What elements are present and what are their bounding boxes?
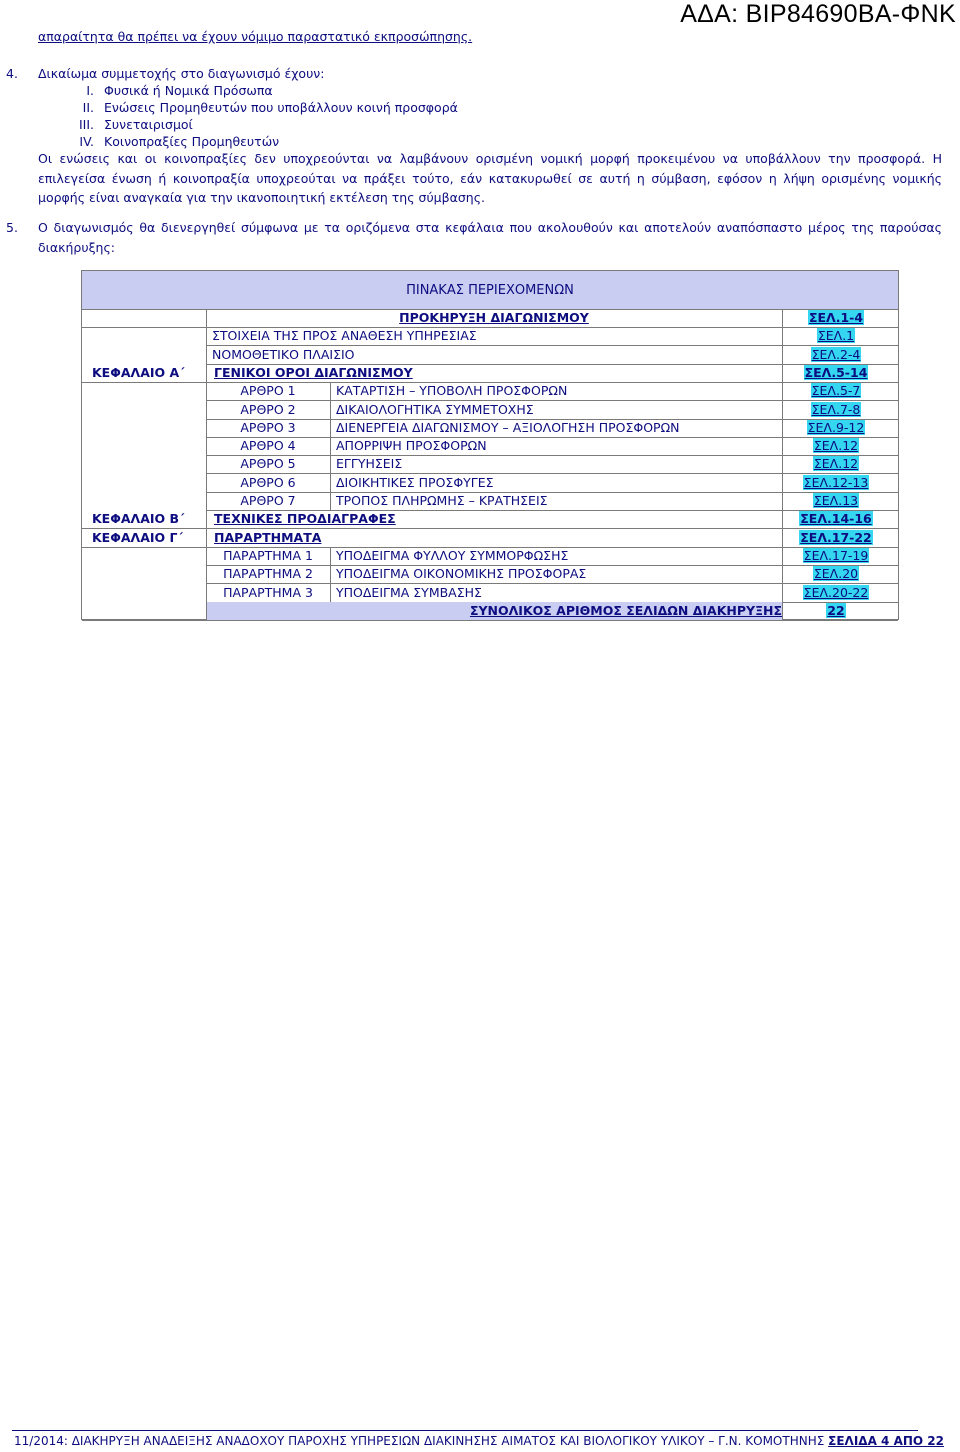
toc-page-cell [782, 493, 890, 509]
toc-page-cell [782, 365, 890, 381]
toc-article-label: ΑΡΘΡΟ 5 [240, 456, 296, 472]
cell-border [330, 492, 331, 510]
toc-article-title: ΚΑΤΑΡΤΙΣΗ – ΥΠΟΒΟΛΗ ΠΡΟΣΦΟΡΩΝ [336, 383, 568, 399]
cell-border [782, 584, 783, 602]
toc-page-cell [782, 402, 890, 418]
toc-page-cell [782, 383, 890, 399]
toc-table [81, 270, 899, 620]
toc-row [82, 327, 898, 345]
cell-border [782, 437, 783, 455]
toc-page-cell [782, 420, 890, 436]
toc-page-ref: ΣΕΛ.7-8 [811, 401, 861, 417]
footer [14, 1434, 944, 1448]
cell-border [330, 455, 331, 473]
toc-page-cell [782, 585, 890, 601]
toc-page-ref: ΣΕΛ.14-16 [800, 511, 872, 527]
cell-border [782, 401, 783, 419]
toc-row [82, 309, 898, 327]
toc-article-title: ΥΠΟΔΕΙΓΜΑ ΟΙΚΟΝΟΜΙΚΗΣ ΠΡΟΣΦΟΡΑΣ [336, 566, 587, 582]
sub-item-text: Συνεταιρισμοί [104, 117, 193, 132]
top-line: απαραίτητα θα πρέπει να έχουν νόμιμο παραστατικό εκπροσώπησης. [38, 29, 473, 44]
cell-border [782, 492, 783, 510]
toc-row [82, 565, 898, 583]
toc-row [82, 529, 898, 547]
toc-row [82, 455, 898, 473]
toc-chapter-title: ΠΑΡΑΡΤΗΜΑΤΑ [214, 529, 322, 545]
toc-row [82, 474, 898, 492]
cell-border [330, 437, 331, 455]
toc-page-cell [782, 548, 890, 564]
footer-page: ΣΕΛΙΔΑ 4 ΑΠΟ 22 [828, 1434, 944, 1448]
toc-page-cell [782, 310, 890, 326]
item-5-text: Ο διαγωνισμός θα διενεργηθεί σύμφωνα με τα οριζόμενα στα κεφάλαια που ακολουθούν και αποτελούν αναπόσπαστο μέρος της παρούσας διακήρυξης: [38, 220, 942, 255]
toc-page-ref: ΣΕΛ.12 [813, 456, 859, 472]
cell-border [782, 547, 783, 565]
toc-page-ref: ΣΕΛ.17-22 [800, 529, 872, 545]
toc-title: ΠΡΟΚΗΡΥΞΗ ΔΙΑΓΩΝΙΣΜΟΥ [399, 310, 589, 325]
toc-row [82, 602, 898, 620]
sub-item-text: Κοινοπραξίες Προμηθευτών [104, 134, 280, 149]
toc-header-text: ΠΙΝΑΚΑΣ ΠΕΡΙΕΧΟΜΕΝΩΝ [406, 282, 574, 298]
toc-article-title: ΔΙΟΙΚΗΤΙΚΕΣ ΠΡΟΣΦΥΓΕΣ [336, 474, 494, 490]
toc-article-title: ΑΠΟΡΡΙΨΗ ΠΡΟΣΦΟΡΩΝ [336, 438, 487, 454]
toc-page-ref: ΣΕΛ.1-4 [808, 310, 864, 325]
toc-page-ref: ΣΕΛ.5-7 [811, 383, 861, 399]
toc-section: ΣΤΟΙΧΕΙΑ ΤΗΣ ΠΡΟΣ ΑΝΑΘΕΣΗ ΥΠΗΡΕΣΙΑΣ [212, 328, 477, 344]
toc-article-label: ΑΡΘΡΟ 4 [240, 438, 296, 454]
cell-border [782, 364, 783, 382]
toc-page-cell [782, 438, 890, 454]
sub-item-text: Ενώσεις Προμηθευτών που υποβάλλουν κοινή προσφορά [104, 100, 458, 115]
cell-border [330, 474, 331, 492]
toc-annex-label: ΠΑΡΑΡΤΗΜΑ 3 [223, 584, 313, 600]
toc-page-ref: ΣΕΛ.12-13 [803, 474, 869, 490]
toc-page-ref: ΣΕΛ.9-12 [807, 419, 865, 435]
toc-page-ref: ΣΕΛ.20-22 [803, 584, 869, 600]
toc-row [82, 584, 898, 602]
roman-numeral: II. [82, 100, 94, 115]
cell-border [782, 346, 783, 364]
row-border [82, 620, 898, 621]
toc-page-ref: ΣΕΛ.20 [813, 566, 859, 582]
toc-page-ref: ΣΕΛ.12 [813, 438, 859, 454]
toc-chapter-title: ΓΕΝΙΚΟΙ ΟΡΟΙ ΔΙΑΓΩΝΙΣΜΟΥ [214, 364, 413, 380]
toc-article-label: ΑΡΘΡΟ 3 [240, 419, 296, 435]
footer-text: 11/2014: ΔΙΑΚΗΡΥΞΗ ΑΝΑΔΕΙΞΗΣ ΑΝΑΔΟΧΟΥ ΠΑΡΟΧΗΣ ΥΠΗΡΕΣΙΩΝ ΔΙΑΚΙΝΗΣΗΣ ΑΙΜΑΤΟΣ ΚΑΙ ΒΙΟΛΟΓΙΚΟΥ ΥΛΙΚΟΥ – Γ.Ν. ΚΟΜΟΤΗΝΗΣ [14, 1434, 825, 1448]
toc-page-cell [782, 475, 890, 491]
toc-page-cell [782, 456, 890, 472]
toc-article-label: ΑΡΘΡΟ 7 [240, 493, 296, 508]
toc-page-ref: 22 [827, 602, 845, 618]
toc-page-ref: ΣΕΛ.17-19 [803, 547, 869, 563]
cell-border [782, 382, 783, 400]
toc-chapter: ΚΕΦΑΛΑΙΟ Γ΄ [92, 529, 183, 545]
toc-section: ΝΟΜΟΘΕΤΙΚΟ ΠΛΑΙΣΙΟ [212, 346, 355, 362]
cell-border [782, 327, 783, 345]
toc-chapter: ΚΕΦΑΛΑΙΟ Β΄ [92, 511, 185, 527]
cell-border [330, 584, 331, 602]
toc-header [82, 271, 898, 310]
toc-page-cell [782, 328, 890, 344]
toc-page-cell [782, 511, 890, 527]
toc-row [82, 401, 898, 419]
cell-border [782, 565, 783, 583]
toc-row [82, 346, 898, 364]
cell-border [330, 401, 331, 419]
cell-border [330, 419, 331, 437]
chapter-column-border [206, 309, 207, 620]
paragraph-unions: Οι ενώσεις και οι κοινοπραξίες δεν υποχρεούνται να λαμβάνουν ορισμένη νομική μορφή προκειμένου να υποβάλλουν την προσφορά. Η επιλεγείσα ένωση ή κοινοπραξία υποχρεούται να πράξει τούτο, εάν κατακυρωθεί σε αυτή η σύμβαση, εφόσον η λήψη ορισμένης νομικής μορφής είναι αναγκαία για την ικανοποιητική εκτέλεση της σύμβασης. [38, 151, 942, 205]
toc-row [82, 382, 898, 400]
cell-border [330, 547, 331, 565]
item-4-number: 4. [6, 66, 18, 81]
cell-border [782, 455, 783, 473]
toc-page-cell [782, 530, 890, 546]
cell-border [782, 419, 783, 437]
cell-border [330, 382, 331, 400]
toc-chapter-title: ΤΕΧΝΙΚΕΣ ΠΡΟΔΙΑΓΡΑΦΕΣ [214, 511, 396, 527]
cell-border [782, 309, 783, 327]
toc-article-title: ΔΙΚΑΙΟΛΟΓΗΤΙΚΑ ΣΥΜΜΕΤΟΧΗΣ [336, 401, 534, 417]
toc-page-ref: ΣΕΛ.1 [817, 328, 855, 344]
ada-code: ΑΔΑ: ΒΙΡ84690ΒΑ-ΦΝΚ [680, 0, 956, 28]
cell-border [782, 529, 783, 547]
cell-border [782, 510, 783, 528]
toc-page-cell [782, 603, 890, 619]
item-5-number: 5. [6, 220, 18, 235]
toc-article-title: ΤΡΟΠΟΣ ΠΛΗΡΩΜΗΣ – ΚΡΑΤΗΣΕΙΣ [336, 493, 548, 508]
cell-border [330, 565, 331, 583]
toc-page-ref: ΣΕΛ.5-14 [804, 364, 868, 380]
item-4-text: Δικαίωμα συμμετοχής στο διαγωνισμό έχουν: [38, 66, 325, 81]
toc-page-cell [782, 566, 890, 582]
toc-row [82, 547, 898, 565]
toc-article-title: ΥΠΟΔΕΙΓΜΑ ΦΥΛΛΟΥ ΣΥΜΜΟΡΦΩΣΗΣ [336, 547, 569, 563]
toc-annex-label: ΠΑΡΑΡΤΗΜΑ 2 [223, 566, 313, 582]
roman-numeral: IV. [79, 134, 94, 149]
toc-title: ΣΥΝΟΛΙΚΟΣ ΑΡΙΘΜΟΣ ΣΕΛΙΔΩΝ ΔΙΑΚΗΡΥΞΗΣ [322, 602, 782, 620]
sub-item-text: Φυσικά ή Νομικά Πρόσωπα [104, 83, 273, 98]
cell-border [782, 602, 783, 620]
toc-annex-label: ΠΑΡΑΡΤΗΜΑ 1 [223, 547, 313, 563]
toc-page-ref: ΣΕΛ.13 [813, 493, 859, 508]
roman-numeral: I. [86, 83, 94, 98]
highlight-fill [206, 602, 322, 620]
toc-article-label: ΑΡΘΡΟ 6 [240, 474, 296, 490]
toc-row [82, 364, 898, 382]
toc-article-title: ΔΙΕΝΕΡΓΕΙΑ ΔΙΑΓΩΝΙΣΜΟΥ – ΑΞΙΟΛΟΓΗΣΗ ΠΡΟΣΦΟΡΩΝ [336, 419, 680, 435]
toc-page-cell [782, 347, 890, 363]
footer-rule [12, 1430, 918, 1431]
toc-article-label: ΑΡΘΡΟ 1 [240, 383, 296, 399]
toc-article-title: ΥΠΟΔΕΙΓΜΑ ΣΥΜΒΑΣΗΣ [336, 584, 482, 600]
cell-border [782, 474, 783, 492]
toc-row [82, 419, 898, 437]
toc-article-label: ΑΡΘΡΟ 2 [240, 401, 296, 417]
toc-chapter: ΚΕΦΑΛΑΙΟ Α΄ [92, 364, 185, 380]
roman-numeral: III. [78, 117, 94, 132]
toc-row [82, 437, 898, 455]
toc-row [82, 492, 898, 510]
toc-page-ref: ΣΕΛ.2-4 [811, 346, 861, 362]
toc-article-title: ΕΓΓΥΗΣΕΙΣ [336, 456, 403, 472]
toc-row [82, 510, 898, 528]
